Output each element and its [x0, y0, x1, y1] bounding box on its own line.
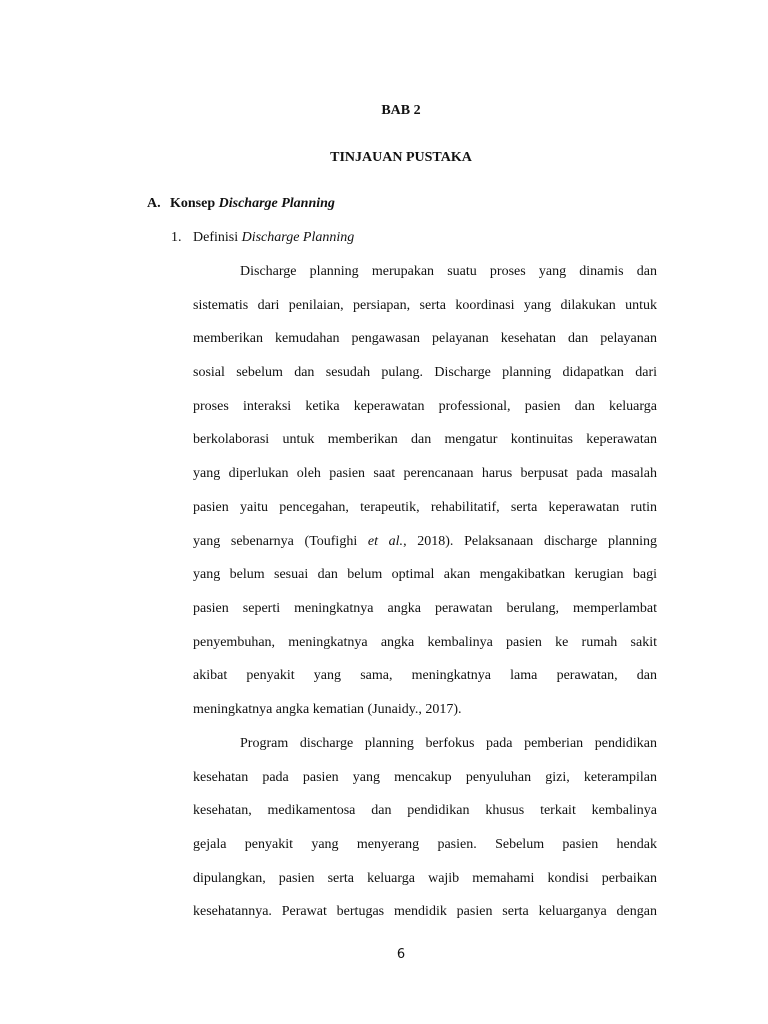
paragraph-line: yang diperlukan oleh pasien saat perencanaan harus berpusat pada masalah	[193, 466, 657, 482]
chapter-heading: BAB 2	[381, 103, 421, 118]
subsection-prefix: Definisi	[193, 230, 239, 245]
paragraph-line: berkolaborasi untuk memberikan dan mengatur kontinuitas keperawatan	[193, 432, 657, 448]
paragraph-line: kesehatan, medikamentosa dan pendidikan khusus terkait kembalinya	[193, 803, 657, 819]
paragraph-line: gejala penyakit yang menyerang pasien. Sebelum pasien hendak	[193, 837, 657, 853]
citation-et-al: et al.	[367, 533, 404, 549]
citation-text-after: , 2018). Pelaksanaan discharge planning	[403, 533, 657, 549]
section-prefix: Konsep	[170, 196, 216, 211]
chapter-title: TINJAUAN PUSTAKA	[330, 150, 472, 165]
paragraph-line: kesehatannya. Perawat bertugas mendidik pasien serta keluarganya dengan	[193, 904, 657, 920]
section-emphasis: Discharge Planning	[218, 196, 335, 211]
paragraph-line: dipulangkan, pasien serta keluarga wajib memahami kondisi perbaikan	[193, 870, 657, 886]
paragraph-line: meningkatnya angka kematian (Junaidy., 2017).	[193, 701, 462, 717]
paragraph-line: akibat penyakit yang sama, meningkatnya lama perawatan, dan	[193, 668, 657, 684]
subsection-number: 1.	[171, 230, 182, 245]
paragraph-line: penyembuhan, meningkatnya angka kembalinya pasien ke rumah sakit	[193, 634, 657, 650]
paragraph-line: Program discharge planning berfokus pada pemberian pendidikan	[240, 736, 657, 751]
paragraph-line: yang belum sesuai dan belum optimal akan mengakibatkan kerugian bagi	[193, 567, 657, 583]
paragraph-line: Discharge planning merupakan suatu proses yang dinamis dan	[240, 264, 657, 279]
page-number: 6	[396, 947, 406, 962]
subsection-heading	[171, 230, 354, 246]
paragraph-line: proses interaksi ketika keperawatan professional, pasien dan keluarga	[193, 398, 657, 414]
paragraph-discharge-definition	[193, 255, 657, 727]
citation-line	[193, 525, 657, 559]
subsection-emphasis: Discharge Planning	[241, 230, 355, 245]
paragraph-line: sistematis dari penilaian, persiapan, serta koordinasi yang dilakukan untuk	[193, 297, 657, 313]
paragraph-line: memberikan kemudahan pengawasan pelayanan kesehatan dan pelayanan	[193, 331, 657, 347]
paragraph-line: pasien yaitu pencegahan, terapeutik, rehabilitatif, serta keperawatan rutin	[193, 499, 657, 515]
section-heading	[147, 196, 335, 212]
paragraph-line: kesehatan pada pasien yang mencakup penyuluhan gizi, keterampilan	[193, 769, 657, 785]
paragraph-line: pasien seperti meningkatnya angka perawatan berulang, memperlambat	[193, 600, 657, 616]
section-number: A.	[147, 196, 161, 211]
paragraph-line: sosial sebelum dan sesudah pulang. Discharge planning didapatkan dari	[193, 365, 657, 381]
paragraph-discharge-program	[193, 727, 657, 929]
citation-text-before: yang sebenarnya (Toufighi	[193, 533, 368, 549]
